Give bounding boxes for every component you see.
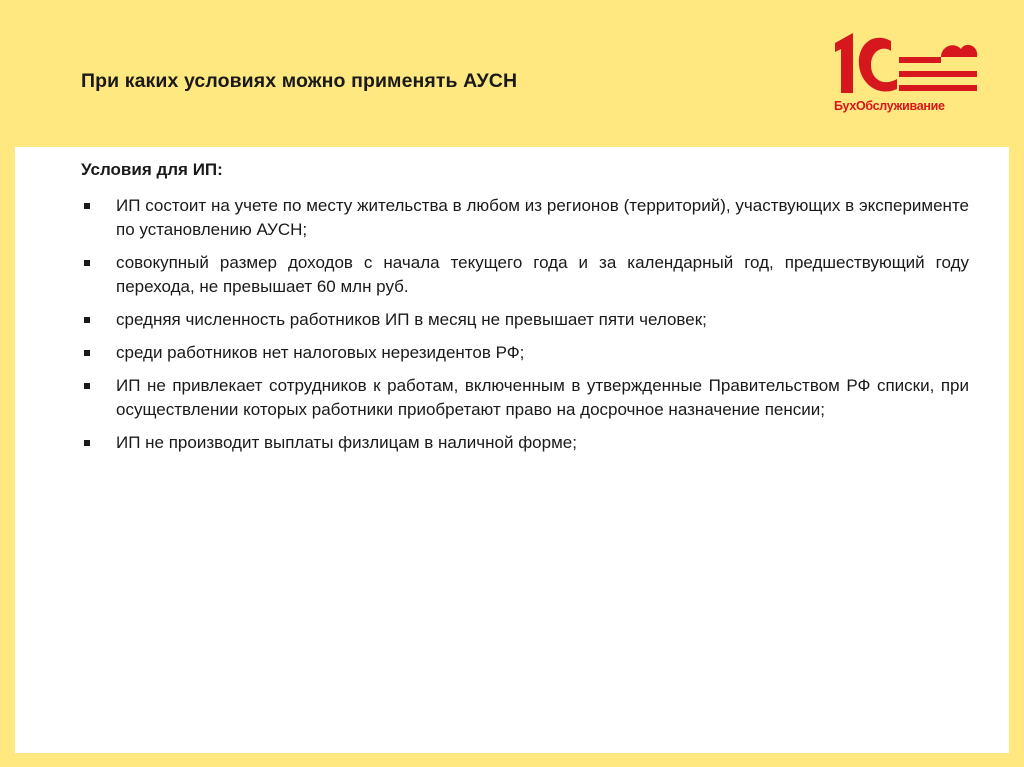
list-item: [81, 341, 969, 365]
list-item-text: совокупный размер доходов с начала текущего года и за календарный год, предшествующий году перехода, не превышает 60 млн руб.: [116, 253, 969, 296]
list-item: [81, 308, 969, 332]
list-item: [81, 251, 969, 299]
square-bullet-icon: [84, 383, 90, 389]
list-item-text: ИП не привлекает сотрудников к работам, включенным в утвержденные Правительством РФ списки, при осуществлении которых работники приобретают право на досрочное назначение пенсии;: [116, 376, 969, 419]
conditions-list: [81, 194, 969, 464]
square-bullet-icon: [84, 350, 90, 356]
list-item-text: ИП не производит выплаты физлицам в наличной форме;: [116, 433, 577, 452]
list-item-text: средняя численность работников ИП в месяц не превышает пяти человек;: [116, 310, 707, 329]
list-item-text: ИП состоит на учете по месту жительства в любом из регионов (территорий), участвующих в эксперименте по установлению АУСН;: [116, 196, 969, 239]
section-heading: Условия для ИП:: [81, 160, 223, 179]
square-bullet-icon: [84, 440, 90, 446]
list-item: [81, 374, 969, 422]
list-item-text: среди работников нет налоговых нерезидентов РФ;: [116, 343, 525, 362]
square-bullet-icon: [84, 203, 90, 209]
list-item: [81, 431, 969, 455]
list-item: [81, 194, 969, 242]
square-bullet-icon: [84, 317, 90, 323]
logo-caption: БухОбслуживание: [834, 99, 945, 113]
square-bullet-icon: [84, 260, 90, 266]
slide-title: При каких условиях можно применять АУСН: [81, 70, 518, 92]
